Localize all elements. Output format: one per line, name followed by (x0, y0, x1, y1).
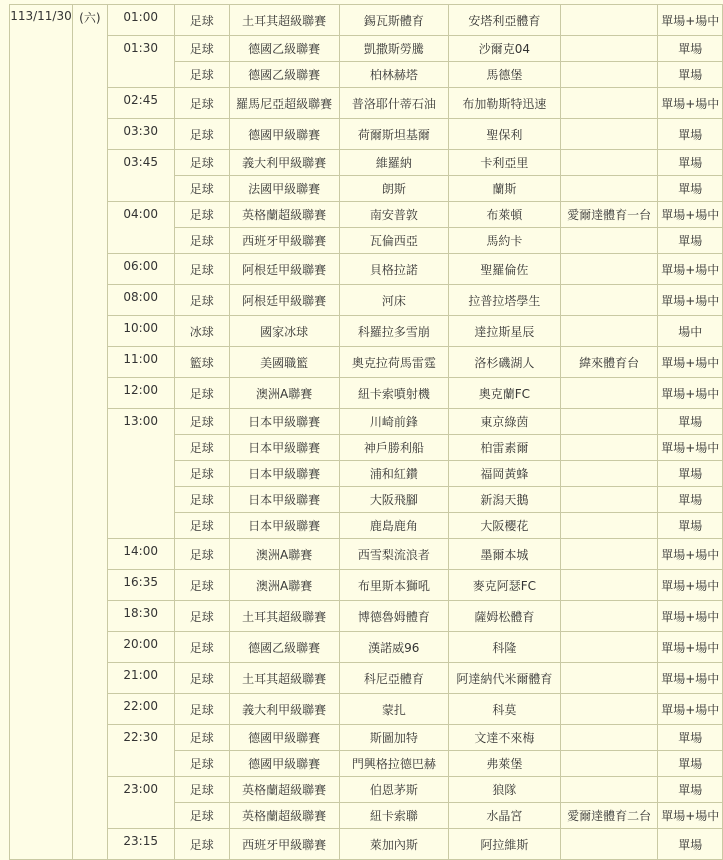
league-cell: 西班牙甲級聯賽 (229, 228, 339, 254)
away-team-cell: 弗萊堡 (449, 751, 561, 777)
away-team-cell: 大阪櫻花 (449, 513, 561, 539)
sport-cell: 足球 (174, 202, 229, 228)
bet-type-cell: 單場+場中 (658, 539, 723, 570)
league-cell: 美國職籃 (229, 347, 339, 378)
away-team-cell: 文達不來梅 (449, 725, 561, 751)
channel-cell (560, 228, 658, 254)
home-team-cell: 瓦倫西亞 (339, 228, 449, 254)
bet-type-cell: 單場+場中 (658, 663, 723, 694)
bet-type-cell: 單場 (658, 119, 723, 150)
home-team-cell: 鹿島鹿角 (339, 513, 449, 539)
league-cell: 法國甲級聯賽 (229, 176, 339, 202)
channel-cell (560, 570, 658, 601)
bet-type-cell: 單場+場中 (658, 378, 723, 409)
home-team-cell: 凱撒斯勞騰 (339, 36, 449, 62)
table-row (10, 36, 723, 62)
league-cell: 土耳其超級聯賽 (229, 601, 339, 632)
league-cell: 德國甲級聯賽 (229, 119, 339, 150)
away-team-cell: 水晶宮 (449, 803, 561, 829)
table-row (10, 663, 723, 694)
table-row (10, 88, 723, 119)
channel-cell: 愛爾達體育二台 (560, 803, 658, 829)
sport-cell: 足球 (174, 513, 229, 539)
away-team-cell: 聖羅倫佐 (449, 254, 561, 285)
bet-type-cell: 單場 (658, 228, 723, 254)
sport-cell: 足球 (174, 461, 229, 487)
bet-type-cell: 單場+場中 (658, 285, 723, 316)
sport-cell: 足球 (174, 601, 229, 632)
sport-cell: 足球 (174, 435, 229, 461)
channel-cell (560, 254, 658, 285)
league-cell: 日本甲級聯賽 (229, 461, 339, 487)
bet-type-cell: 單場+場中 (658, 347, 723, 378)
league-cell: 德國甲級聯賽 (229, 751, 339, 777)
bet-type-cell: 單場+場中 (658, 803, 723, 829)
home-team-cell: 伯恩茅斯 (339, 777, 449, 803)
channel-cell (560, 663, 658, 694)
home-team-cell: 川崎前鋒 (339, 409, 449, 435)
away-team-cell: 新潟天鵝 (449, 487, 561, 513)
table-row (10, 632, 723, 663)
table-row (10, 254, 723, 285)
away-team-cell: 墨爾本城 (449, 539, 561, 570)
time-cell: 11:00 (107, 347, 174, 378)
bet-type-cell: 單場+場中 (658, 435, 723, 461)
home-team-cell: 浦和紅鑽 (339, 461, 449, 487)
sport-cell: 足球 (174, 150, 229, 176)
bet-type-cell: 單場 (658, 150, 723, 176)
table-row (10, 409, 723, 435)
sport-cell: 足球 (174, 409, 229, 435)
sport-cell: 足球 (174, 5, 229, 36)
sport-cell: 足球 (174, 751, 229, 777)
home-team-cell: 紐卡索噴射機 (339, 378, 449, 409)
bet-type-cell: 單場+場中 (658, 254, 723, 285)
league-cell: 阿根廷甲級聯賽 (229, 285, 339, 316)
home-team-cell: 神戶勝利船 (339, 435, 449, 461)
bet-type-cell: 單場+場中 (658, 601, 723, 632)
home-team-cell: 科尼亞體育 (339, 663, 449, 694)
away-team-cell: 柏雷素爾 (449, 435, 561, 461)
league-cell: 義大利甲級聯賽 (229, 150, 339, 176)
away-team-cell: 馬德堡 (449, 62, 561, 88)
away-team-cell: 東京綠茵 (449, 409, 561, 435)
time-cell: 16:35 (107, 570, 174, 601)
league-cell: 德國乙級聯賽 (229, 62, 339, 88)
channel-cell (560, 88, 658, 119)
league-cell: 義大利甲級聯賽 (229, 694, 339, 725)
home-team-cell: 布里斯本獅吼 (339, 570, 449, 601)
channel-cell: 緯來體育台 (560, 347, 658, 378)
channel-cell (560, 36, 658, 62)
channel-cell (560, 378, 658, 409)
channel-cell (560, 5, 658, 36)
bet-type-cell: 單場 (658, 777, 723, 803)
bet-type-cell: 單場 (658, 751, 723, 777)
time-cell: 03:45 (107, 150, 174, 202)
table-row (10, 829, 723, 860)
channel-cell: 愛爾達體育一台 (560, 202, 658, 228)
sport-cell: 足球 (174, 725, 229, 751)
league-cell: 澳洲A聯賽 (229, 539, 339, 570)
bet-type-cell: 單場 (658, 62, 723, 88)
table-row (10, 725, 723, 751)
league-cell: 德國甲級聯賽 (229, 725, 339, 751)
league-cell: 土耳其超級聯賽 (229, 5, 339, 36)
time-cell: 12:00 (107, 378, 174, 409)
away-team-cell: 安塔利亞體育 (449, 5, 561, 36)
bet-type-cell: 單場 (658, 409, 723, 435)
table-row (10, 601, 723, 632)
channel-cell (560, 150, 658, 176)
time-cell: 14:00 (107, 539, 174, 570)
home-team-cell: 萊加內斯 (339, 829, 449, 860)
home-team-cell: 貝格拉諾 (339, 254, 449, 285)
time-cell: 23:15 (107, 829, 174, 860)
sport-cell: 足球 (174, 694, 229, 725)
away-team-cell: 薩姆松體育 (449, 601, 561, 632)
home-team-cell: 奧克拉荷馬雷霆 (339, 347, 449, 378)
sport-cell: 足球 (174, 632, 229, 663)
time-cell: 22:00 (107, 694, 174, 725)
date-cell: 113/11/30 (10, 5, 73, 860)
away-team-cell: 馬約卡 (449, 228, 561, 254)
sport-cell: 足球 (174, 62, 229, 88)
league-cell: 日本甲級聯賽 (229, 409, 339, 435)
time-cell: 08:00 (107, 285, 174, 316)
league-cell: 土耳其超級聯賽 (229, 663, 339, 694)
sport-cell: 足球 (174, 254, 229, 285)
away-team-cell: 阿達納代米爾體育 (449, 663, 561, 694)
away-team-cell: 沙爾克04 (449, 36, 561, 62)
home-team-cell: 西雪梨流浪者 (339, 539, 449, 570)
bet-type-cell: 單場+場中 (658, 632, 723, 663)
away-team-cell: 阿拉維斯 (449, 829, 561, 860)
channel-cell (560, 176, 658, 202)
home-team-cell: 朗斯 (339, 176, 449, 202)
bet-type-cell: 單場+場中 (658, 202, 723, 228)
time-cell: 03:30 (107, 119, 174, 150)
time-cell: 22:30 (107, 725, 174, 777)
time-cell: 18:30 (107, 601, 174, 632)
channel-cell (560, 829, 658, 860)
channel-cell (560, 285, 658, 316)
home-team-cell: 錫瓦斯體育 (339, 5, 449, 36)
home-team-cell: 博德魯姆體育 (339, 601, 449, 632)
time-cell: 23:00 (107, 777, 174, 829)
sport-cell: 足球 (174, 88, 229, 119)
bet-type-cell: 單場 (658, 829, 723, 860)
weekday-cell: (六) (72, 5, 107, 860)
home-team-cell: 河床 (339, 285, 449, 316)
bet-type-cell: 單場 (658, 36, 723, 62)
sport-cell: 足球 (174, 803, 229, 829)
time-cell: 04:00 (107, 202, 174, 254)
bet-type-cell: 單場+場中 (658, 5, 723, 36)
league-cell: 羅馬尼亞超級聯賽 (229, 88, 339, 119)
league-cell: 英格蘭超級聯賽 (229, 803, 339, 829)
table-row (10, 570, 723, 601)
home-team-cell: 南安普敦 (339, 202, 449, 228)
table-row (10, 285, 723, 316)
bet-type-cell: 單場+場中 (658, 88, 723, 119)
schedule-table (9, 4, 723, 860)
sport-cell: 足球 (174, 228, 229, 254)
table-row (10, 694, 723, 725)
bet-type-cell: 單場 (658, 176, 723, 202)
home-team-cell: 蒙扎 (339, 694, 449, 725)
home-team-cell: 維羅納 (339, 150, 449, 176)
sport-cell: 足球 (174, 119, 229, 150)
channel-cell (560, 409, 658, 435)
away-team-cell: 洛杉磯湖人 (449, 347, 561, 378)
away-team-cell: 聖保利 (449, 119, 561, 150)
league-cell: 日本甲級聯賽 (229, 435, 339, 461)
sport-cell: 籃球 (174, 347, 229, 378)
sport-cell: 足球 (174, 829, 229, 860)
league-cell: 澳洲A聯賽 (229, 378, 339, 409)
home-team-cell: 大阪飛腳 (339, 487, 449, 513)
league-cell: 阿根廷甲級聯賽 (229, 254, 339, 285)
bet-type-cell: 單場+場中 (658, 694, 723, 725)
time-cell: 02:45 (107, 88, 174, 119)
channel-cell (560, 539, 658, 570)
away-team-cell: 布加勒斯特迅速 (449, 88, 561, 119)
table-row (10, 347, 723, 378)
home-team-cell: 柏林赫塔 (339, 62, 449, 88)
bet-type-cell: 單場 (658, 487, 723, 513)
home-team-cell: 科羅拉多雪崩 (339, 316, 449, 347)
time-cell: 13:00 (107, 409, 174, 539)
channel-cell (560, 461, 658, 487)
home-team-cell: 普洛耶什蒂石油 (339, 88, 449, 119)
home-team-cell: 斯圖加特 (339, 725, 449, 751)
away-team-cell: 達拉斯星辰 (449, 316, 561, 347)
sport-cell: 足球 (174, 777, 229, 803)
table-row (10, 777, 723, 803)
bet-type-cell: 單場 (658, 725, 723, 751)
channel-cell (560, 777, 658, 803)
bet-type-cell: 場中 (658, 316, 723, 347)
away-team-cell: 布萊頓 (449, 202, 561, 228)
channel-cell (560, 435, 658, 461)
home-team-cell: 門興格拉德巴赫 (339, 751, 449, 777)
channel-cell (560, 62, 658, 88)
sport-cell: 足球 (174, 176, 229, 202)
table-row (10, 202, 723, 228)
table-row (10, 119, 723, 150)
league-cell: 英格蘭超級聯賽 (229, 202, 339, 228)
time-cell: 21:00 (107, 663, 174, 694)
away-team-cell: 麥克阿瑟FC (449, 570, 561, 601)
league-cell: 國家冰球 (229, 316, 339, 347)
bet-type-cell: 單場 (658, 461, 723, 487)
table-row (10, 378, 723, 409)
league-cell: 澳洲A聯賽 (229, 570, 339, 601)
channel-cell (560, 119, 658, 150)
channel-cell (560, 632, 658, 663)
channel-cell (560, 751, 658, 777)
league-cell: 西班牙甲級聯賽 (229, 829, 339, 860)
table-row (10, 150, 723, 176)
time-cell: 01:00 (107, 5, 174, 36)
league-cell: 英格蘭超級聯賽 (229, 777, 339, 803)
table-row (10, 539, 723, 570)
away-team-cell: 拉普拉塔學生 (449, 285, 561, 316)
away-team-cell: 科隆 (449, 632, 561, 663)
home-team-cell: 紐卡索聯 (339, 803, 449, 829)
home-team-cell: 漢諾威96 (339, 632, 449, 663)
time-cell: 01:30 (107, 36, 174, 88)
bet-type-cell: 單場+場中 (658, 570, 723, 601)
table-row (10, 316, 723, 347)
sport-cell: 足球 (174, 285, 229, 316)
league-cell: 德國乙級聯賽 (229, 36, 339, 62)
away-team-cell: 狼隊 (449, 777, 561, 803)
channel-cell (560, 513, 658, 539)
time-cell: 06:00 (107, 254, 174, 285)
away-team-cell: 卡利亞里 (449, 150, 561, 176)
channel-cell (560, 316, 658, 347)
sport-cell: 足球 (174, 663, 229, 694)
sport-cell: 足球 (174, 378, 229, 409)
channel-cell (560, 601, 658, 632)
sport-cell: 足球 (174, 487, 229, 513)
sport-cell: 足球 (174, 36, 229, 62)
away-team-cell: 蘭斯 (449, 176, 561, 202)
league-cell: 德國乙級聯賽 (229, 632, 339, 663)
sport-cell: 足球 (174, 570, 229, 601)
away-team-cell: 科莫 (449, 694, 561, 725)
bet-type-cell: 單場 (658, 513, 723, 539)
schedule-body (10, 5, 723, 860)
time-cell: 20:00 (107, 632, 174, 663)
league-cell: 日本甲級聯賽 (229, 487, 339, 513)
time-cell: 10:00 (107, 316, 174, 347)
channel-cell (560, 694, 658, 725)
league-cell: 日本甲級聯賽 (229, 513, 339, 539)
channel-cell (560, 487, 658, 513)
sport-cell: 冰球 (174, 316, 229, 347)
home-team-cell: 荷爾斯坦基爾 (339, 119, 449, 150)
sport-cell: 足球 (174, 539, 229, 570)
away-team-cell: 福岡黃蜂 (449, 461, 561, 487)
channel-cell (560, 725, 658, 751)
away-team-cell: 奧克蘭FC (449, 378, 561, 409)
table-row (10, 5, 723, 36)
